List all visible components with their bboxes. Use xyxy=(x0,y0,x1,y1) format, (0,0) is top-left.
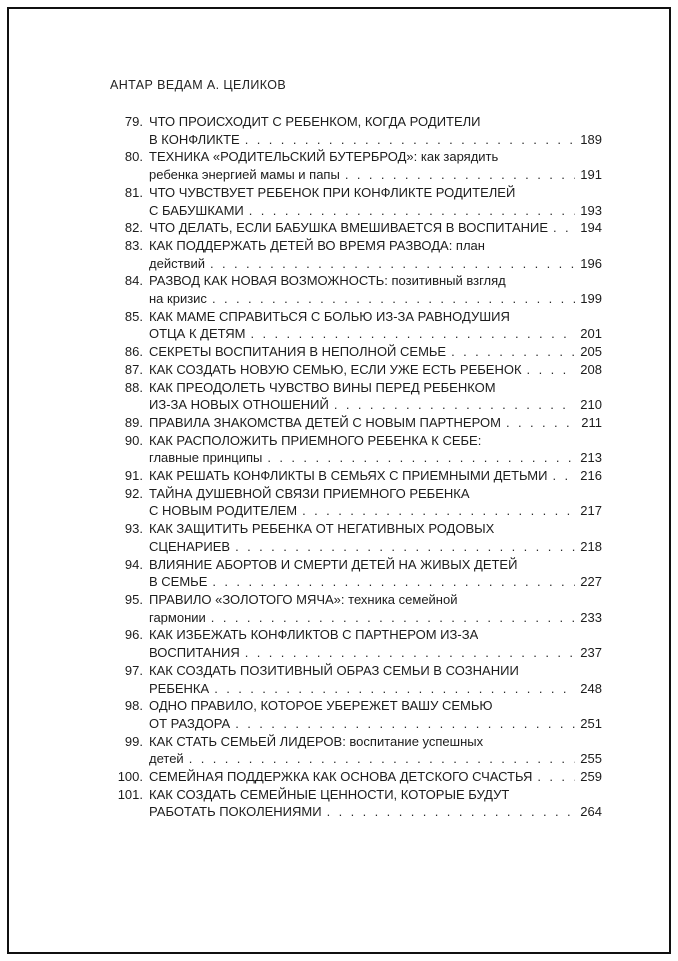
toc-entry-title: ЧТО ЧУВСТВУЕТ РЕБЕНОК ПРИ КОНФЛИКТЕ РОДИТЕЛЕЙ xyxy=(149,184,516,200)
toc-entry-title: КАК РАСПОЛОЖИТЬ ПРИЕМНОГО РЕБЕНКА К СЕБЕ: xyxy=(149,432,482,448)
toc-entry-line xyxy=(149,733,602,751)
toc-entry-number: 84. xyxy=(124,273,143,289)
toc-entry-title: КАК СОЗДАТЬ СЕМЕЙНЫЕ ЦЕННОСТИ, КОТОРЫЕ БУДУТ xyxy=(149,786,510,802)
toc-entry-line xyxy=(149,467,602,485)
toc-entry-title: КАК ЗАЩИТИТЬ РЕБЕНКА ОТ НЕГАТИВНЫХ РОДОВЫХ xyxy=(149,521,495,537)
toc-entry-number: 93. xyxy=(124,521,143,537)
toc-entry-title-continued: С БАБУШКАМИ xyxy=(149,202,244,218)
toc-entry-page: 233 xyxy=(580,609,602,625)
toc-entry-line xyxy=(149,184,602,202)
toc-entry-title-continued: на кризис xyxy=(149,291,207,307)
toc-entry-title: КАК МАМЕ СПРАВИТЬСЯ С БОЛЬЮ ИЗ-ЗА РАВНОДУШИЯ xyxy=(149,308,510,324)
toc-entry-number: 88. xyxy=(124,379,143,395)
toc-entry xyxy=(110,343,602,361)
dotted-leader xyxy=(214,680,575,698)
dotted-leader xyxy=(553,219,575,237)
author-header: АНТАР ВЕДАМ А. ЦЕЛИКОВ xyxy=(110,78,287,92)
toc-entry-lines xyxy=(149,237,602,272)
toc-entry-page: 255 xyxy=(580,751,602,767)
toc-entry-line xyxy=(149,538,602,556)
page-content xyxy=(110,78,602,821)
dotted-leader xyxy=(245,644,575,662)
toc-entry-line xyxy=(149,662,602,680)
dotted-leader xyxy=(189,750,575,768)
toc-entry xyxy=(110,768,602,786)
toc-entry-title-continued: ИЗ-ЗА НОВЫХ ОТНОШЕНИЙ xyxy=(149,397,329,413)
toc-entry-lines xyxy=(149,786,602,821)
toc-entry-page: 259 xyxy=(580,769,602,785)
toc-entry-title: ВЛИЯНИЕ АБОРТОВ И СМЕРТИ ДЕТЕЙ НА ЖИВЫХ ДЕТЕЙ xyxy=(149,556,518,572)
toc-entry-title-continued: В СЕМЬЕ xyxy=(149,574,208,590)
toc-entry-page: 191 xyxy=(580,167,602,183)
toc-entry-lines xyxy=(149,591,602,626)
toc-entry-lines xyxy=(149,379,602,414)
toc-entry-title: КАК СОЗДАТЬ ПОЗИТИВНЫЙ ОБРАЗ СЕМЬИ В СОЗНАНИИ xyxy=(149,662,519,678)
toc-entry-line xyxy=(149,379,602,397)
toc-entry-title-continued: В КОНФЛИКТЕ xyxy=(149,131,240,147)
toc-entry-lines xyxy=(149,520,602,555)
toc-entry-number: 91. xyxy=(124,468,143,484)
toc-entry-number: 92. xyxy=(124,485,143,501)
toc-entry-line xyxy=(149,272,602,290)
toc-entry-title: ТЕХНИКА «РОДИТЕЛЬСКИЙ БУТЕРБРОД»: как зарядить xyxy=(149,149,499,165)
dotted-leader xyxy=(249,202,575,220)
toc-entry-title: КАК ПРЕОДОЛЕТЬ ЧУВСТВО ВИНЫ ПЕРЕД РЕБЕНКОМ xyxy=(149,379,496,395)
toc-entry-title: ТАЙНА ДУШЕВНОЙ СВЯЗИ ПРИЕМНОГО РЕБЕНКА xyxy=(149,485,470,501)
toc-entry-number: 81. xyxy=(124,184,143,200)
toc-entry-line xyxy=(149,148,602,166)
toc-entry xyxy=(110,219,602,237)
toc-entry-lines xyxy=(149,768,602,786)
toc-entry xyxy=(110,272,602,307)
toc-entry xyxy=(110,626,602,661)
toc-entry-page: 251 xyxy=(580,715,602,731)
toc-entry-lines xyxy=(149,219,602,237)
toc-entry-page: 248 xyxy=(580,680,602,696)
toc-entry xyxy=(110,591,602,626)
toc-entry xyxy=(110,379,602,414)
toc-entry-line xyxy=(149,485,602,503)
toc-entry-number: 89. xyxy=(124,414,143,430)
toc-entry-title-continued: ВОСПИТАНИЯ xyxy=(149,645,240,661)
toc-entry-title-continued: С НОВЫМ РОДИТЕЛЕМ xyxy=(149,503,298,519)
toc-entry-line xyxy=(149,680,602,698)
toc-entry-number: 94. xyxy=(124,556,143,572)
toc-entry-page: 264 xyxy=(580,804,602,820)
toc-entry-page: 196 xyxy=(580,255,602,271)
toc-entry-page: 211 xyxy=(581,414,602,430)
toc-entry-number: 100. xyxy=(117,769,143,785)
toc-entry-lines xyxy=(149,113,602,148)
toc-entry-lines xyxy=(149,361,602,379)
toc-entry-line xyxy=(149,573,602,591)
dotted-leader xyxy=(327,803,575,821)
toc-entry-title-continued: СЦЕНАРИЕВ xyxy=(149,538,231,554)
toc-entry-line xyxy=(149,219,602,237)
toc-entry xyxy=(110,148,602,183)
toc-entry-line xyxy=(149,290,602,308)
toc-entry-page: 205 xyxy=(580,344,602,360)
toc-entry-title: ЧТО ДЕЛАТЬ, ЕСЛИ БАБУШКА ВМЕШИВАЕТСЯ В ВОСПИТАНИЕ xyxy=(149,220,549,236)
dotted-leader xyxy=(212,290,575,308)
toc-entry-line xyxy=(149,520,602,538)
toc-entry-title-continued: ОТЦА К ДЕТЯМ xyxy=(149,326,246,342)
toc-entry xyxy=(110,308,602,343)
dotted-leader xyxy=(210,255,575,273)
toc-entry-line xyxy=(149,644,602,662)
toc-entry-title: КАК СОЗДАТЬ НОВУЮ СЕМЬЮ, ЕСЛИ УЖЕ ЕСТЬ РЕБЕНОК xyxy=(149,361,522,377)
toc-entry-lines xyxy=(149,626,602,661)
toc-entry-line xyxy=(149,308,602,326)
toc-entry-page: 218 xyxy=(580,538,602,554)
toc-entry-line xyxy=(149,325,602,343)
toc-entry-number: 87. xyxy=(124,361,143,377)
toc-entry xyxy=(110,485,602,520)
toc-entry-line xyxy=(149,166,602,184)
toc-entry-page: 217 xyxy=(580,503,602,519)
toc-entry-number: 95. xyxy=(124,591,143,607)
toc-entry-line xyxy=(149,626,602,644)
toc-entry xyxy=(110,786,602,821)
toc-entry-number: 99. xyxy=(124,733,143,749)
toc-entry xyxy=(110,662,602,697)
toc-entry-title: КАК СТАТЬ СЕМЬЕЙ ЛИДЕРОВ: воспитание успешных xyxy=(149,733,484,749)
toc-entry-title-continued: РЕБЕНКА xyxy=(149,680,210,696)
toc-entry-title-continued: ребенка энергией мамы и папы xyxy=(149,167,340,183)
toc-entry-number: 97. xyxy=(124,662,143,678)
toc-entry-line xyxy=(149,131,602,149)
toc-entry-line xyxy=(149,396,602,414)
toc-entry-number: 83. xyxy=(124,237,143,253)
toc-entry-title-continued: гармонии xyxy=(149,609,206,625)
toc-entry-number: 79. xyxy=(124,114,143,129)
toc-entry-number: 86. xyxy=(124,344,143,360)
toc-entry-line xyxy=(149,449,602,467)
toc-entry-line xyxy=(149,803,602,821)
toc-entry-title: ОДНО ПРАВИЛО, КОТОРОЕ УБЕРЕЖЕТ ВАШУ СЕМЬЮ xyxy=(149,698,493,714)
toc-entry-page: 201 xyxy=(580,326,602,342)
toc-entry-title-continued: главные принципы xyxy=(149,450,263,466)
toc-entry-lines xyxy=(149,432,602,467)
toc-entry-title: РАЗВОД КАК НОВАЯ ВОЗМОЖНОСТЬ: позитивный взгляд xyxy=(149,273,506,289)
toc-entry xyxy=(110,733,602,768)
toc-entry xyxy=(110,361,602,379)
dotted-leader xyxy=(552,467,575,485)
toc-entry-lines xyxy=(149,733,602,768)
book-page-frame xyxy=(7,7,671,954)
toc-entry-lines xyxy=(149,272,602,307)
toc-entry-number: 101. xyxy=(117,786,143,802)
toc-entry-number: 80. xyxy=(124,149,143,165)
toc-entry-title-continued: детей xyxy=(149,751,184,767)
toc-entry-line xyxy=(149,502,602,520)
toc-entry-title: КАК ПОДДЕРЖАТЬ ДЕТЕЙ ВО ВРЕМЯ РАЗВОДА: план xyxy=(149,237,485,253)
dotted-leader xyxy=(212,573,575,591)
toc-entry-lines xyxy=(149,556,602,591)
toc-entry-lines xyxy=(149,184,602,219)
toc-entry-line xyxy=(149,591,602,609)
toc-entry-page: 227 xyxy=(580,574,602,590)
toc-entry-number: 90. xyxy=(124,432,143,448)
dotted-leader xyxy=(537,768,575,786)
toc-entry-title: ПРАВИЛО «ЗОЛОТОГО МЯЧА»: техника семейной xyxy=(149,591,458,607)
toc-entry-line xyxy=(149,768,602,786)
toc-entry-page: 210 xyxy=(580,397,602,413)
toc-entry-lines xyxy=(149,485,602,520)
toc-entry-page: 216 xyxy=(580,468,602,484)
toc-entry-lines xyxy=(149,308,602,343)
toc-entry xyxy=(110,414,602,432)
toc-entry-title: КАК ИЗБЕЖАТЬ КОНФЛИКТОВ С ПАРТНЕРОМ ИЗ-ЗА xyxy=(149,627,479,643)
dotted-leader xyxy=(302,502,575,520)
dotted-leader xyxy=(527,361,575,379)
dotted-leader xyxy=(211,609,575,627)
toc-entry-line xyxy=(149,750,602,768)
toc-entry-title-continued: ОТ РАЗДОРА xyxy=(149,715,231,731)
toc-entry-line xyxy=(149,715,602,733)
toc-entry-line xyxy=(149,697,602,715)
toc-entry-line xyxy=(149,414,602,432)
toc-entry xyxy=(110,113,602,148)
toc-entry-line xyxy=(149,237,602,255)
toc-entry xyxy=(110,697,602,732)
toc-entry-line xyxy=(149,202,602,220)
toc-entry-page: 213 xyxy=(580,450,602,466)
toc-entry-title: ЧТО ПРОИСХОДИТ С РЕБЕНКОМ, КОГДА РОДИТЕЛИ xyxy=(149,114,481,129)
toc-entry-title-continued: РАБОТАТЬ ПОКОЛЕНИЯМИ xyxy=(149,804,322,820)
toc-entry-page: 208 xyxy=(580,361,602,377)
toc-entry-line xyxy=(149,343,602,361)
toc-entry-lines xyxy=(149,697,602,732)
table-of-contents xyxy=(110,113,602,821)
dotted-leader xyxy=(245,131,575,149)
toc-entry-line xyxy=(149,556,602,574)
toc-entry-lines xyxy=(149,343,602,361)
toc-entry-number: 98. xyxy=(124,698,143,714)
toc-entry-line xyxy=(149,432,602,450)
toc-entry-lines xyxy=(149,414,602,432)
dotted-leader xyxy=(451,343,575,361)
dotted-leader xyxy=(345,166,575,184)
toc-entry-title: СЕМЕЙНАЯ ПОДДЕРЖКА КАК ОСНОВА ДЕТСКОГО СЧАСТЬЯ xyxy=(149,769,533,785)
toc-entry-line xyxy=(149,786,602,804)
toc-entry-lines xyxy=(149,467,602,485)
toc-entry-title-continued: действий xyxy=(149,255,205,271)
toc-entry-page: 194 xyxy=(580,220,602,236)
toc-entry-lines xyxy=(149,148,602,183)
toc-entry xyxy=(110,556,602,591)
toc-entry xyxy=(110,184,602,219)
toc-entry-lines xyxy=(149,662,602,697)
toc-entry-page: 199 xyxy=(580,291,602,307)
dotted-leader xyxy=(506,414,575,432)
toc-entry-line xyxy=(149,609,602,627)
dotted-leader xyxy=(235,715,575,733)
dotted-leader xyxy=(235,538,575,556)
toc-entry xyxy=(110,237,602,272)
toc-entry xyxy=(110,467,602,485)
toc-entry xyxy=(110,520,602,555)
toc-entry-title: КАК РЕШАТЬ КОНФЛИКТЫ В СЕМЬЯХ С ПРИЕМНЫМИ ДЕТЬМИ xyxy=(149,468,548,484)
toc-entry xyxy=(110,432,602,467)
dotted-leader xyxy=(250,325,575,343)
toc-entry-number: 85. xyxy=(124,308,143,324)
dotted-leader xyxy=(334,396,575,414)
toc-entry-title: СЕКРЕТЫ ВОСПИТАНИЯ В НЕПОЛНОЙ СЕМЬЕ xyxy=(149,344,447,360)
toc-entry-page: 189 xyxy=(580,131,602,147)
toc-entry-page: 193 xyxy=(580,202,602,218)
toc-entry-number: 82. xyxy=(124,220,143,236)
toc-entry-line xyxy=(149,255,602,273)
toc-entry-title: ПРАВИЛА ЗНАКОМСТВА ДЕТЕЙ С НОВЫМ ПАРТНЕРОМ xyxy=(149,414,501,430)
dotted-leader xyxy=(267,449,575,467)
toc-entry-page: 237 xyxy=(580,645,602,661)
toc-entry-number: 96. xyxy=(124,627,143,643)
toc-entry-line xyxy=(149,361,602,379)
toc-entry-line xyxy=(149,113,602,131)
